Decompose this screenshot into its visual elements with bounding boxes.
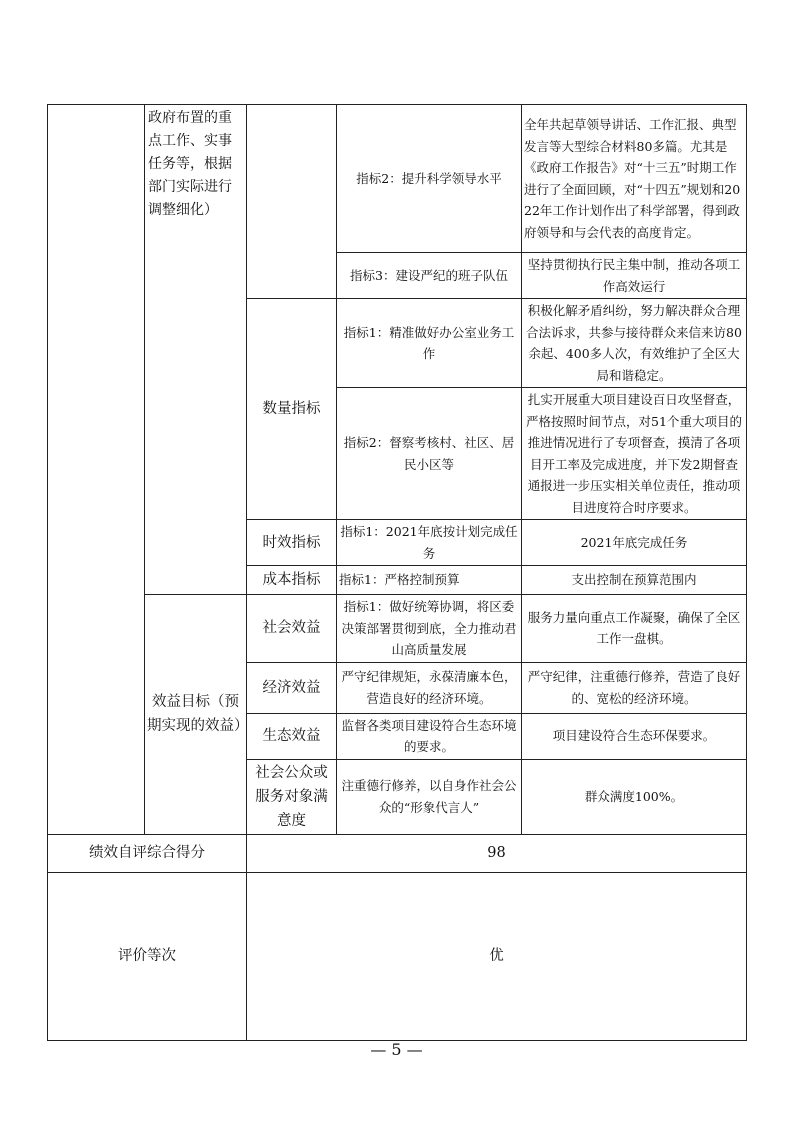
benefit-type: 社会效益 [247, 595, 337, 663]
indicator-cell: 注重德行修养，以自身作社会公众的“形象代言人” [337, 759, 522, 834]
empty-cell [48, 105, 145, 835]
indicator-cell: 严守纪律规矩，永葆清廉本色，营造良好的经济环境。 [337, 662, 522, 713]
indicator-cell: 监督各类项目建设符合生态环境的要求。 [337, 713, 522, 759]
performance-table [47, 104, 747, 1041]
category-note: 政府布置的重点工作、实事任务等，根据部门实际进行调整细化） [145, 105, 247, 595]
indicator-cell: 指标1：2021年底按计划完成任务 [337, 520, 522, 566]
result-cell: 坚持贯彻执行民主集中制，推动各项工作高效运行 [522, 253, 747, 299]
result-cell: 积极化解矛盾纠纷，努力解决群众合理合法诉求，共参与接待群众来信来访80余起、400多人次，有效维护了全区大局和谐稳定。 [522, 299, 747, 388]
result-cell: 严守纪律，注重德行修养，营造了良好的、宽松的经济环境。 [522, 662, 747, 713]
benefit-label: 效益目标（预期实现的效益） [145, 595, 247, 835]
result-cell: 服务力量向重点工作凝聚，确保了全区工作一盘棋。 [522, 595, 747, 663]
indicator-cell: 指标1：严格控制预算 [337, 566, 522, 595]
result-cell: 扎实开展重大项目建设百日攻坚督查，严格按照时间节点，对51个重大项目的推进情况进行了专项督查，摸清了各项目开工率及完成进度，并下发2期督查通报进一步压实相关单位责任，推动项目进度符合时序要求。 [522, 388, 747, 520]
benefit-type: 社会公众或服务对象满意度 [247, 759, 337, 834]
indicator-cell: 指标3：建设严纪的班子队伍 [337, 253, 522, 299]
grade-value: 优 [247, 872, 747, 1040]
indicator-cell: 指标2：提升科学领导水平 [337, 105, 522, 253]
grade-label: 评价等次 [48, 872, 247, 1040]
result-cell: 全年共起草领导讲话、工作汇报、典型发言等大型综合材料80多篇。尤其是《政府工作报告》对“十三五”时期工作进行了全面回顾，对“十四五”规划和2022年工作计划作出了科学部署，得到政府领导和与会代表的高度肯定。 [522, 105, 747, 253]
empty-cell [247, 105, 337, 299]
indicator-cell: 指标1：做好统筹协调，将区委决策部署贯彻到底，全力推动君山高质量发展 [337, 595, 522, 663]
benefit-type: 经济效益 [247, 662, 337, 713]
page-number: — 5 — [370, 1040, 423, 1059]
quantity-label: 数量指标 [247, 299, 337, 520]
timeliness-label: 时效指标 [247, 520, 337, 566]
indicator-cell: 指标1：精准做好办公室业务工作 [337, 299, 522, 388]
cost-label: 成本指标 [247, 566, 337, 595]
indicator-cell: 指标2：督察考核村、社区、居民小区等 [337, 388, 522, 520]
result-cell: 2021年底完成任务 [522, 520, 747, 566]
benefit-type: 生态效益 [247, 713, 337, 759]
result-cell: 群众满度100%。 [522, 759, 747, 834]
result-cell: 支出控制在预算范围内 [522, 566, 747, 595]
result-cell: 项目建设符合生态环保要求。 [522, 713, 747, 759]
score-value: 98 [247, 834, 747, 872]
score-label: 绩效自评综合得分 [48, 834, 247, 872]
